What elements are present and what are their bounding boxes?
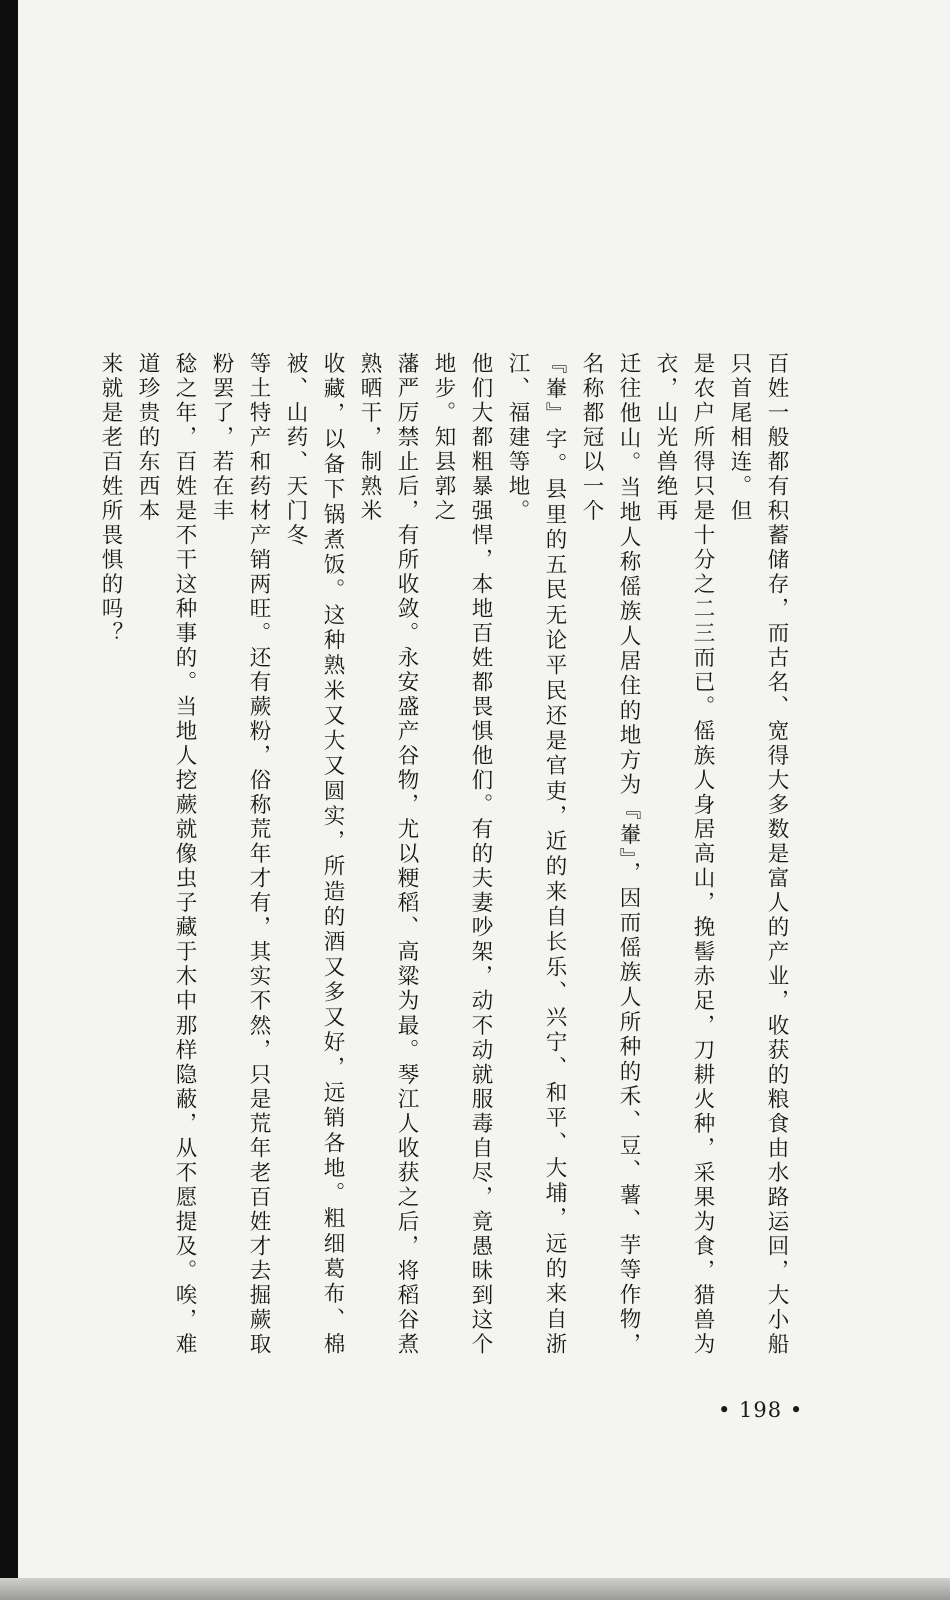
scan-edge-left <box>0 0 18 1600</box>
text-column: 百姓一般都有积蓄储存，而古名、宽得大多数是富人的产业，收获的粮食由水路运回，大小船只首尾相连。但 <box>727 352 789 1357</box>
text-column: 藩严厉禁止后，有所收敛。永安盛产谷物，尤以粳稻、高粱为最。琴江人收获之后，将稻谷煮熟晒干，制熟米 <box>357 352 419 1357</box>
page-number: • 198 • <box>718 1398 804 1422</box>
text-column: 稔之年，百姓是不干这种事的。当地人挖蕨就像虫子藏于木中那样隐蔽，从不愿提及。唉，难道珍贵的东西本 <box>135 352 197 1357</box>
text-column: 迁往他山。当地人称傜族人居住的地方为『輋』，因而傜族人所种的禾、豆、薯、芋等作物，名称都冠以一个 <box>579 352 641 1357</box>
text-column: 『輋』字。县里的五民无论平民还是官吏，近的来自长乐、兴宁、和平、大埔，远的来自浙江、福建等地。 <box>505 352 567 1357</box>
scan-edge-bottom <box>0 1578 950 1600</box>
text-column: 他们大都粗暴强悍，本地百姓都畏惧他们。有的夫妻吵架，动不动就服毒自尽，竟愚昧到这个地步。知县郭之 <box>431 352 493 1357</box>
text-column: 来就是老百姓所畏惧的吗？ <box>98 352 123 646</box>
vertical-text-body <box>98 352 795 1357</box>
text-column: 是农户所得只是十分之二三而已。傜族人身居高山，挽髻赤足，刀耕火种，采果为食，猎兽为衣，山光兽绝再 <box>653 352 715 1357</box>
text-column: 收藏，以备下锅煮饭。这种熟米又大又圆实，所造的酒又多又好，远销各地。粗细葛布、棉被、山药、天门冬 <box>283 352 345 1357</box>
text-column: 等土特产和药材产销两旺。还有蕨粉，俗称荒年才有，其实不然，只是荒年老百姓才去掘蕨取粉罢了，若在丰 <box>209 352 271 1357</box>
